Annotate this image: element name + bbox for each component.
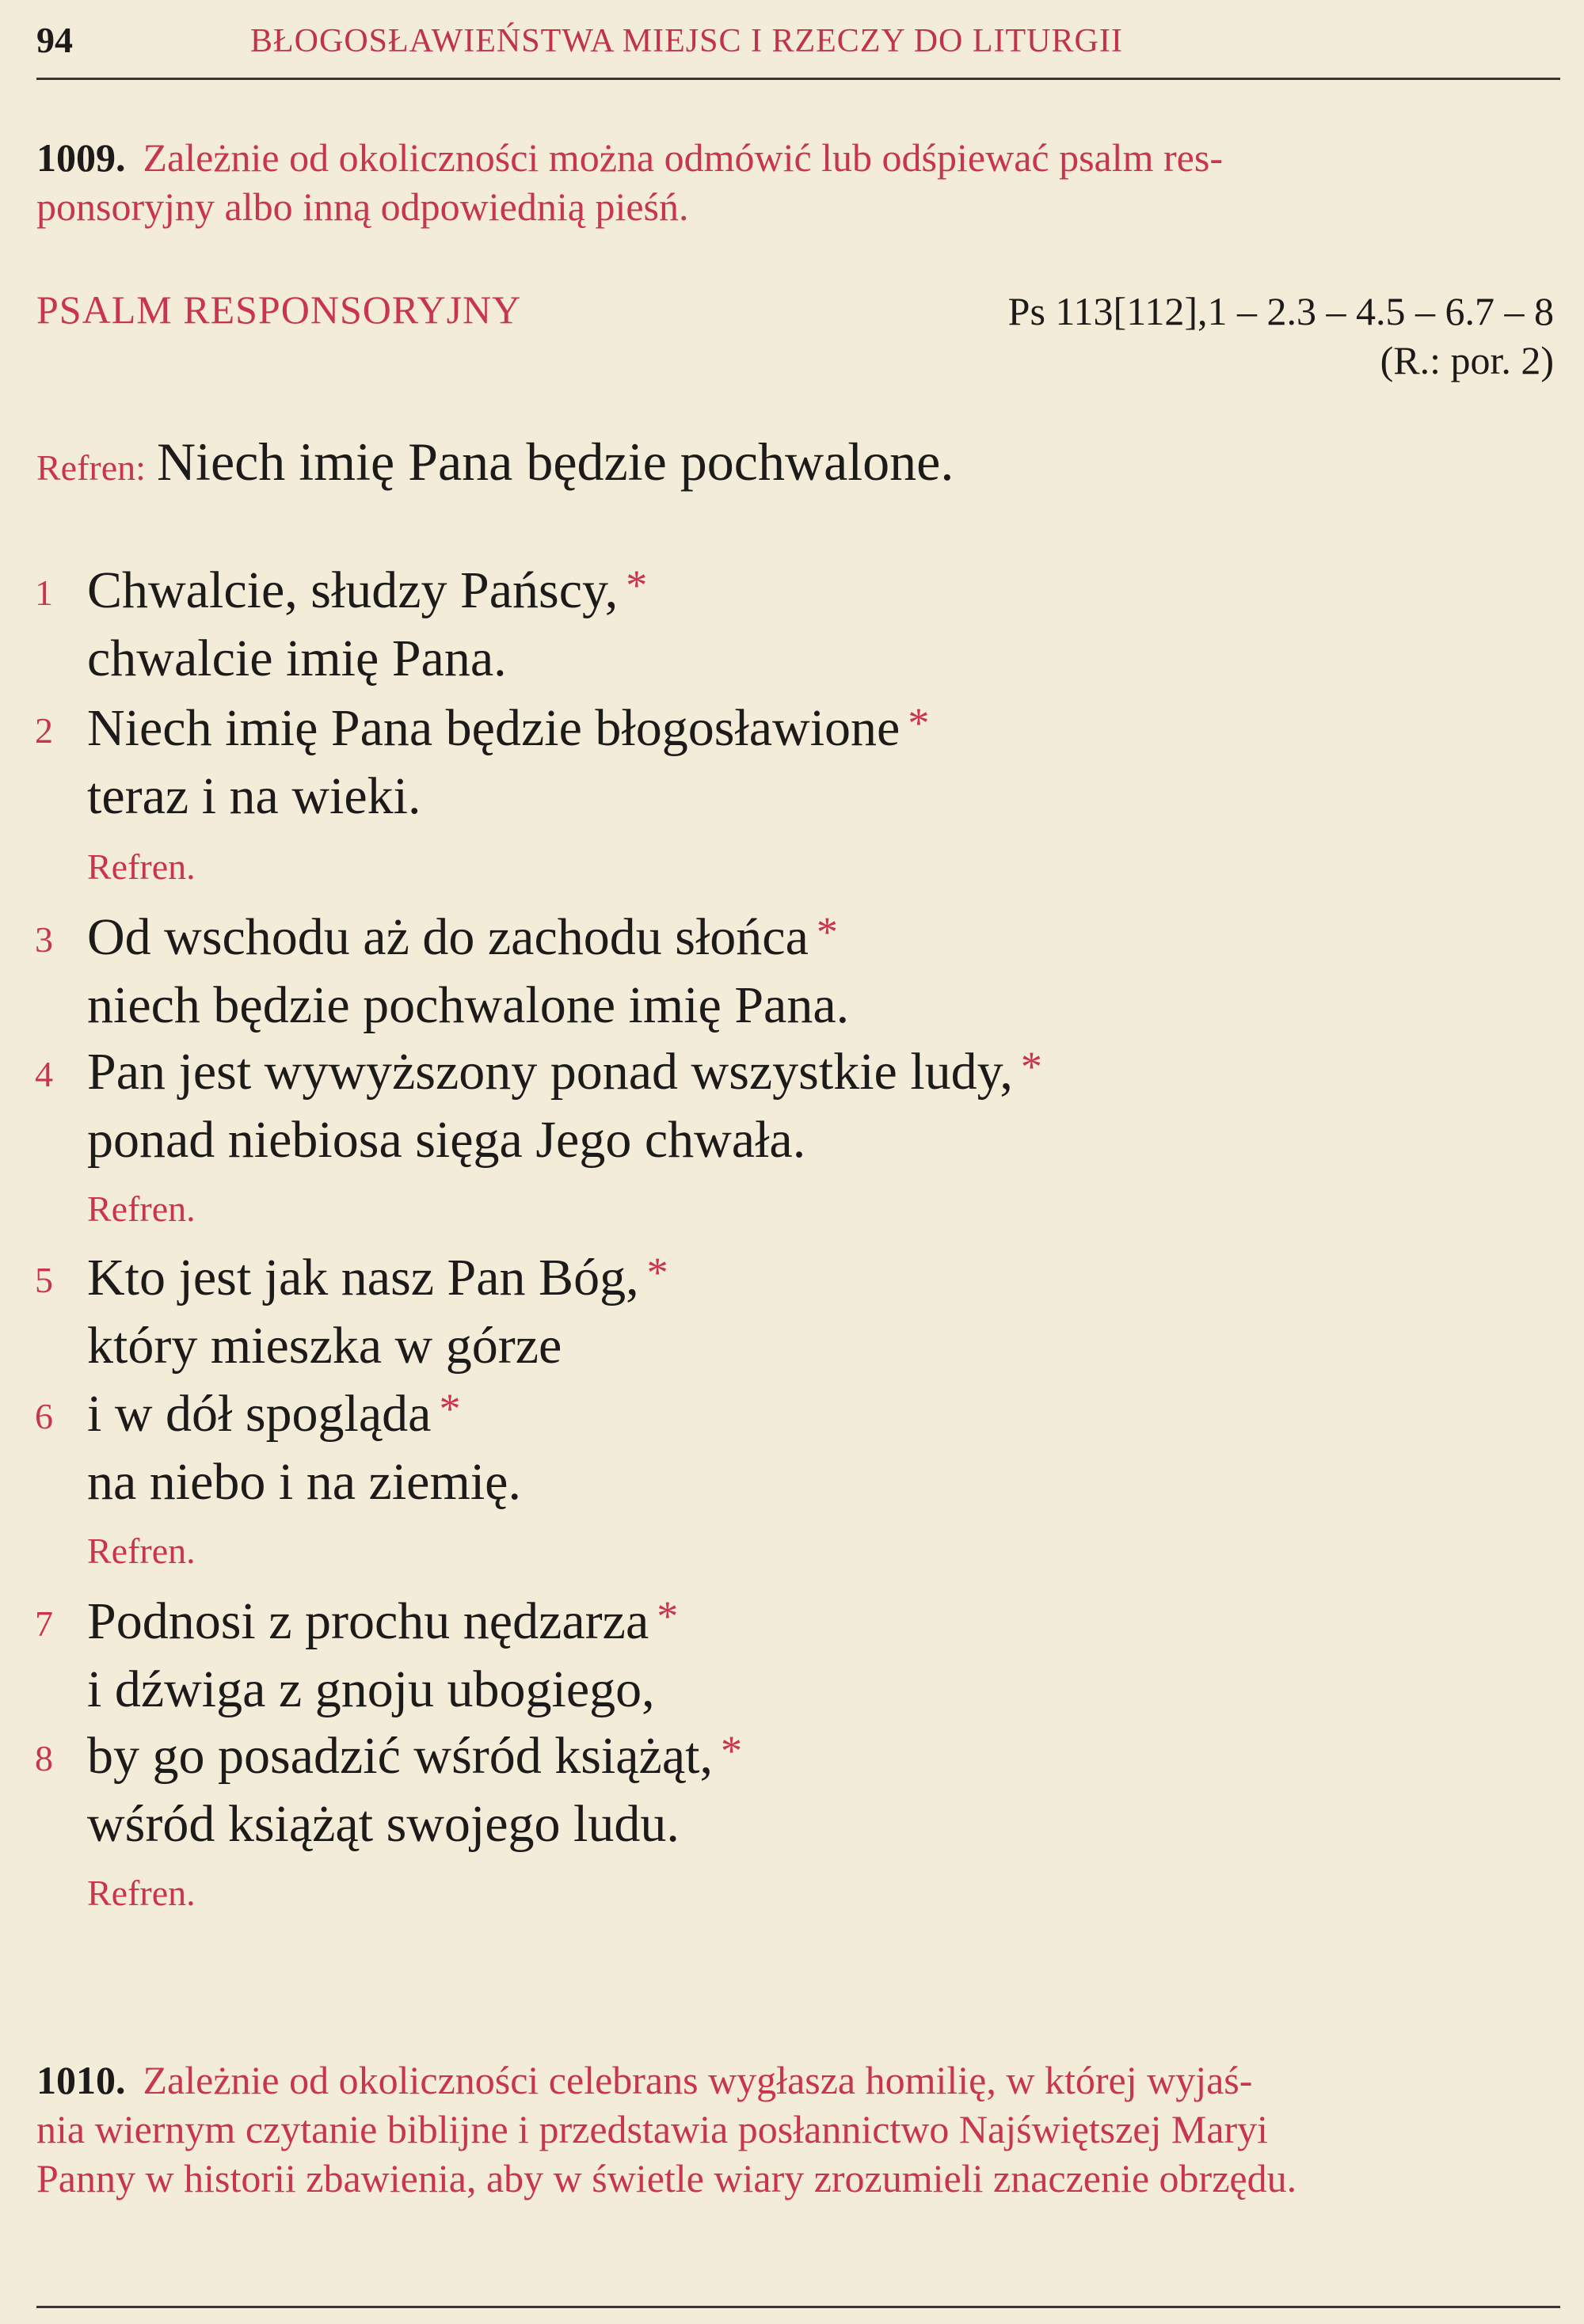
verse-line: na niebo i na ziemię. (87, 1453, 521, 1511)
psalm-refrain-source: (R.: por. 2) (1380, 338, 1554, 382)
asterisk-mark: * (439, 1385, 461, 1432)
verse-number: 3 (35, 919, 53, 960)
asterisk-mark: * (626, 561, 648, 609)
verse-line: ponad niebiosa sięga Jego chwała. (87, 1111, 806, 1169)
asterisk-mark: * (720, 1727, 742, 1774)
verse-line: chwalcie imię Pana. (87, 629, 507, 687)
verse-line: i dźwiga z gnoju ubogiego, (87, 1660, 655, 1718)
note-1009-line-2: ponsoryjny albo inną odpowiednią pieśń. (36, 184, 689, 229)
asterisk-mark: * (1020, 1043, 1042, 1090)
verse-line: Pan jest wywyższony ponad wszystkie ludy, * (87, 1043, 1042, 1101)
asterisk-mark: * (816, 908, 838, 956)
verse-line: Chwalcie, słudzy Pańscy, * (87, 561, 648, 619)
refrain-label: Refren: (36, 447, 146, 488)
note-1009-number: 1009. (36, 135, 126, 180)
note-1009 (36, 133, 1557, 231)
asterisk-mark: * (646, 1249, 668, 1296)
refren-marker: Refren. (87, 846, 196, 887)
psalm-label: PSALM RESPONSORYJNY (36, 287, 522, 332)
verse-line: Kto jest jak nasz Pan Bóg, * (87, 1249, 668, 1307)
refren-marker: Refren. (87, 1189, 196, 1229)
verse-line: wśród książąt swojego ludu. (87, 1795, 680, 1853)
verse-line: Podnosi z prochu nędzarza * (87, 1592, 679, 1650)
verse-number: 2 (35, 710, 53, 751)
note-1010-number: 1010. (36, 2058, 126, 2102)
note-1010-line-2: nia wiernym czytanie biblijne i przedstawia posłannictwo Najświętszej Maryi (36, 2107, 1269, 2151)
asterisk-mark: * (908, 699, 930, 747)
verse-line: niech będzie pochwalone imię Pana. (87, 976, 850, 1034)
running-title: BŁOGOSŁAWIEŃSTWA MIEJSC I RZECZY DO LITURGII (250, 23, 1123, 59)
note-1010-line-3: Panny w historii zbawienia, aby w świetle wiary zrozumieli znaczenie obrzędu. (36, 2156, 1297, 2200)
verse-number: 7 (35, 1603, 53, 1644)
page-number: 94 (36, 20, 73, 60)
note-1010 (36, 2056, 1557, 2203)
page-header (36, 14, 1560, 80)
verse-line: Od wschodu aż do zachodu słońca * (87, 908, 838, 966)
psalm-reference (762, 287, 1554, 385)
verse-line: Niech imię Pana będzie błogosławione * (87, 699, 930, 757)
verse-line: by go posadzić wśród książąt, * (87, 1727, 742, 1785)
footer-rule (36, 2306, 1560, 2308)
verse-number: 4 (35, 1054, 53, 1094)
note-1010-line-1: 1010. Zależnie od okoliczności celebrans wygłasza homilię, w której wyjaś- (36, 2058, 1253, 2102)
verse-line: teraz i na wieki. (87, 767, 421, 825)
refren-marker: Refren. (87, 1873, 196, 1913)
psalm-reference-verses: Ps 113[112],1 – 2.3 – 4.5 – 6.7 – 8 (1007, 289, 1554, 333)
verse-number: 1 (35, 572, 53, 613)
verse-number: 8 (35, 1738, 53, 1778)
asterisk-mark: * (657, 1592, 679, 1640)
verse-line: i w dół spogląda * (87, 1385, 461, 1443)
refrain (36, 431, 954, 493)
verse-number: 6 (35, 1396, 53, 1436)
refren-marker: Refren. (87, 1531, 196, 1571)
note-1009-line-1: 1009. Zależnie od okoliczności można odmówić lub odśpiewać psalm res- (36, 135, 1223, 180)
verse-number: 5 (35, 1260, 53, 1300)
refrain-text: Niech imię Pana będzie pochwalone. (156, 432, 954, 492)
verse-line: który mieszka w górze (87, 1317, 562, 1375)
